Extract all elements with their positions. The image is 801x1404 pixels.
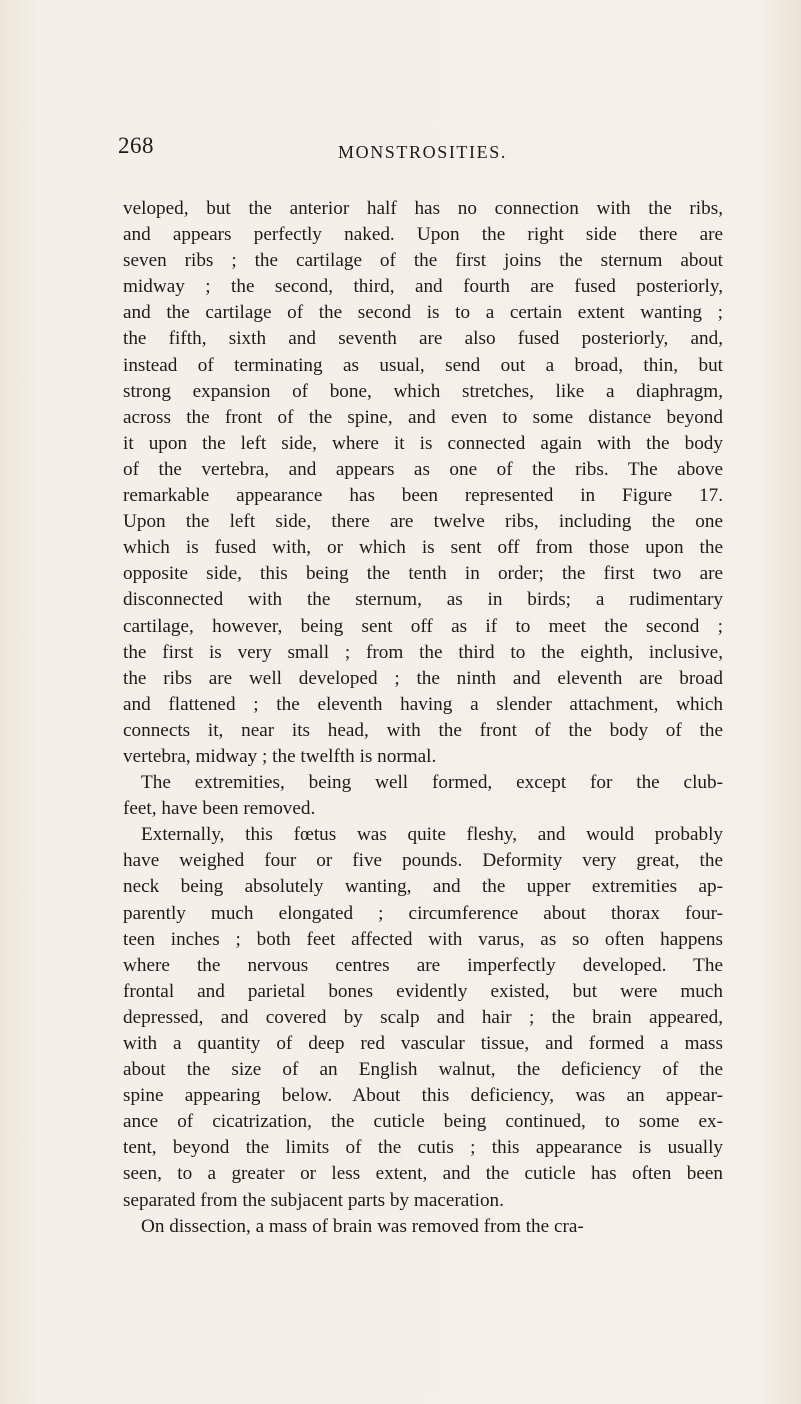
text-line: the ribs are well developed ; the ninth and eleventh are broad — [123, 667, 723, 689]
text-line: Upon the left side, there are twelve ribs, including the one — [123, 511, 723, 533]
page-number: 268 — [118, 133, 154, 158]
text-line: On dissection, a mass of brain was removed from the cra- — [141, 1215, 584, 1237]
text-line: about the size of an English walnut, the deficiency of the — [123, 1059, 723, 1081]
text-line: teen inches ; both feet affected with varus, as so often happens — [123, 928, 723, 950]
text-line: and the cartilage of the second is to a certain extent wanting ; — [123, 302, 723, 324]
text-line: it upon the left side, where it is connected again with the body — [123, 432, 723, 454]
text-line: and flattened ; the eleventh having a slender attachment, which — [123, 693, 723, 715]
text-line: seen, to a greater or less extent, and the cuticle has often been — [123, 1163, 723, 1185]
body-text — [123, 196, 723, 1240]
text-line: and appears perfectly naked. Upon the right side there are — [123, 224, 723, 246]
text-line: which is fused with, or which is sent off from those upon the — [123, 537, 723, 559]
text-line: depressed, and covered by scalp and hair ; the brain appeared, — [123, 1006, 723, 1028]
text-line: cartilage, however, being sent off as if to meet the second ; — [123, 615, 723, 637]
text-line: separated from the subjacent parts by maceration. — [123, 1189, 504, 1211]
text-line: spine appearing below. About this deficiency, was an appear- — [123, 1085, 723, 1107]
text-line: ance of cicatrization, the cuticle being continued, to some ex- — [123, 1111, 723, 1133]
text-line: feet, have been removed. — [123, 798, 316, 820]
text-line: strong expansion of bone, which stretches, like a diaphragm, — [123, 380, 723, 402]
text-line: the first is very small ; from the third to the eighth, inclusive, — [123, 641, 723, 663]
text-line: connects it, near its head, with the front of the body of the — [123, 719, 723, 741]
text-line: disconnected with the sternum, as in birds; a rudimentary — [123, 589, 723, 611]
text-line: opposite side, this being the tenth in order; the first two are — [123, 563, 723, 585]
running-head: MONSTROSITIES. — [338, 142, 507, 162]
text-line: tent, beyond the limits of the cutis ; this appearance is usually — [123, 1137, 723, 1159]
text-line: have weighed four or five pounds. Deformity very great, the — [123, 850, 723, 872]
text-line: frontal and parietal bones evidently existed, but were much — [123, 980, 723, 1002]
text-line: where the nervous centres are imperfectly developed. The — [123, 954, 723, 976]
text-line: remarkable appearance has been represented in Figure 17. — [123, 485, 723, 507]
text-line: midway ; the second, third, and fourth are fused posteriorly, — [123, 276, 723, 298]
text-line: The extremities, being well formed, except for the club- — [141, 772, 723, 794]
text-line: across the front of the spine, and even to some distance beyond — [123, 406, 723, 428]
text-line: parently much elongated ; circumference about thorax four- — [123, 902, 723, 924]
text-line: vertebra, midway ; the twelfth is normal. — [123, 745, 437, 767]
text-line: of the vertebra, and appears as one of the ribs. The above — [123, 458, 723, 480]
text-line: neck being absolutely wanting, and the upper extremities ap- — [123, 876, 723, 898]
text-line: with a quantity of deep red vascular tissue, and formed a mass — [123, 1033, 723, 1054]
text-line: veloped, but the anterior half has no connection with the ribs, — [123, 198, 723, 219]
text-line: Externally, this fœtus was quite fleshy, and would probably — [141, 824, 723, 846]
text-line: instead of terminating as usual, send out a broad, thin, but — [123, 354, 723, 376]
text-line: seven ribs ; the cartilage of the first joins the sternum about — [123, 250, 723, 272]
text-line: the fifth, sixth and seventh are also fused posteriorly, and, — [123, 328, 723, 350]
